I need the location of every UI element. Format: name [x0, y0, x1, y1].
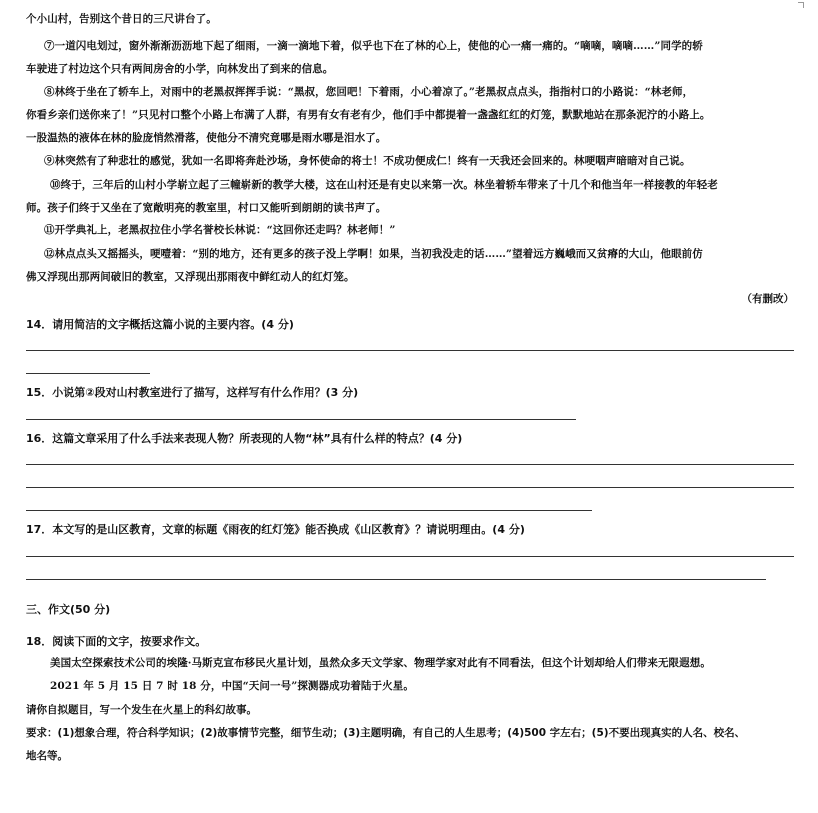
story-paragraph-8-line1: ⑧林终于坐在了轿车上，对雨中的老黑叔挥挥手说：“黑叔，您回吧！下着雨，小心着凉了。”老黑叔点点头，指指村口的小路说：“林老师， [44, 86, 694, 98]
corner-mark [798, 2, 804, 8]
story-paragraph-11: ⑪开学典礼上，老黑叔拉住小学名誉校长林说：“这回你还走吗？林老师！” [44, 224, 396, 236]
source-note: （有删改） [741, 293, 794, 305]
answer-line[interactable] [26, 510, 592, 511]
story-paragraph-0: 个小山村，告别这个昔日的三尺讲台了。 [26, 13, 217, 25]
material-line-1: 美国太空探索技术公司的埃隆·马斯克宣布移民火星计划，虽然众多天文学家、物理学家对此有不同看法，但这个计划却给人们带来无限遐想。 [50, 657, 711, 669]
story-paragraph-7-line1: ⑦一道闪电划过，窗外渐渐沥沥地下起了细雨，一滴一滴地下着，似乎也下在了林的心上，使他的心一痛一痛的。“嘀嘀，嘀嘀……”同学的轿 [44, 40, 703, 52]
section-heading: 三、作文(50 分) [26, 603, 111, 616]
writing-task: 请你自拟题目，写一个发生在火星上的科幻故事。 [26, 704, 257, 716]
requirements-line-2: 地名等。 [26, 750, 68, 762]
requirements-line-1: 要求：(1)想象合理，符合科学知识；(2)故事情节完整，细节生动；(3)主题明确，有自己的人生思考；(4)500 字左右；(5)不要出现真实的人名、校名、 [26, 727, 746, 739]
story-paragraph-10-line1: ⑩终于，三年后的山村小学崭立起了三幢崭新的教学大楼，这在山村还是有史以来第一次。林坐着轿车带来了十几个和他当年一样接教的年轻老 [50, 179, 718, 191]
question-16: 16．这篇文章采用了什么手法来表现人物？所表现的人物“林”具有什么样的特点？(4 分) [26, 432, 463, 445]
material-line-2: 2021 年 5 月 15 日 7 时 18 分，中国“天问一号”探测器成功着陆于火星。 [50, 680, 414, 692]
answer-line[interactable] [26, 556, 794, 557]
answer-line[interactable] [26, 373, 150, 374]
story-paragraph-7-line2: 车驶进了村边这个只有两间房舍的小学，向林发出了到来的信息。 [26, 63, 334, 75]
answer-line[interactable] [26, 350, 794, 351]
answer-line[interactable] [26, 487, 794, 488]
story-paragraph-12-line2: 佛又浮现出那两间破旧的教室，又浮现出那雨夜中鲜红动人的红灯笼。 [26, 271, 355, 283]
question-18: 18．阅读下面的文字，按要求作文。 [26, 635, 207, 648]
story-paragraph-8-line2: 你看乡亲们送你来了！”只见村口整个小路上布满了人群，有男有女有老有少，他们手中都提着一盏盏红红的灯笼，默默地站在那条泥泞的小路上。 [26, 109, 711, 121]
story-paragraph-12-line1: ⑫林点点头又摇摇头，哽噎着：“别的地方，还有更多的孩子没上学啊！如果，当初我没走的话……”望着远方巍峨而又贫瘠的大山，他眼前仿 [44, 248, 703, 260]
story-paragraph-9: ⑨林突然有了种悲壮的感觉，犹如一名即将奔赴沙场，身怀使命的将士！不成功便成仁！终有一天我还会回来的。林哽咽声暗暗对自己说。 [44, 155, 691, 167]
question-14: 14．请用简洁的文字概括这篇小说的主要内容。(4 分) [26, 318, 294, 331]
answer-line[interactable] [26, 464, 794, 465]
answer-line[interactable] [26, 419, 576, 420]
story-paragraph-10-line2: 师。孩子们终于又坐在了宽敞明亮的教室里，村口又能听到朗朗的读书声了。 [26, 202, 387, 214]
question-17: 17．本文写的是山区教育，文章的标题《雨夜的红灯笼》能否换成《山区教育》？请说明理由。(4 分) [26, 523, 525, 536]
question-15: 15．小说第②段对山村教室进行了描写，这样写有什么作用？(3 分) [26, 386, 359, 399]
story-paragraph-8-line3: 一股温热的液体在林的脸庞悄然滑落，使他分不清究竟哪是雨水哪是泪水了。 [26, 132, 387, 144]
answer-line[interactable] [26, 579, 766, 580]
